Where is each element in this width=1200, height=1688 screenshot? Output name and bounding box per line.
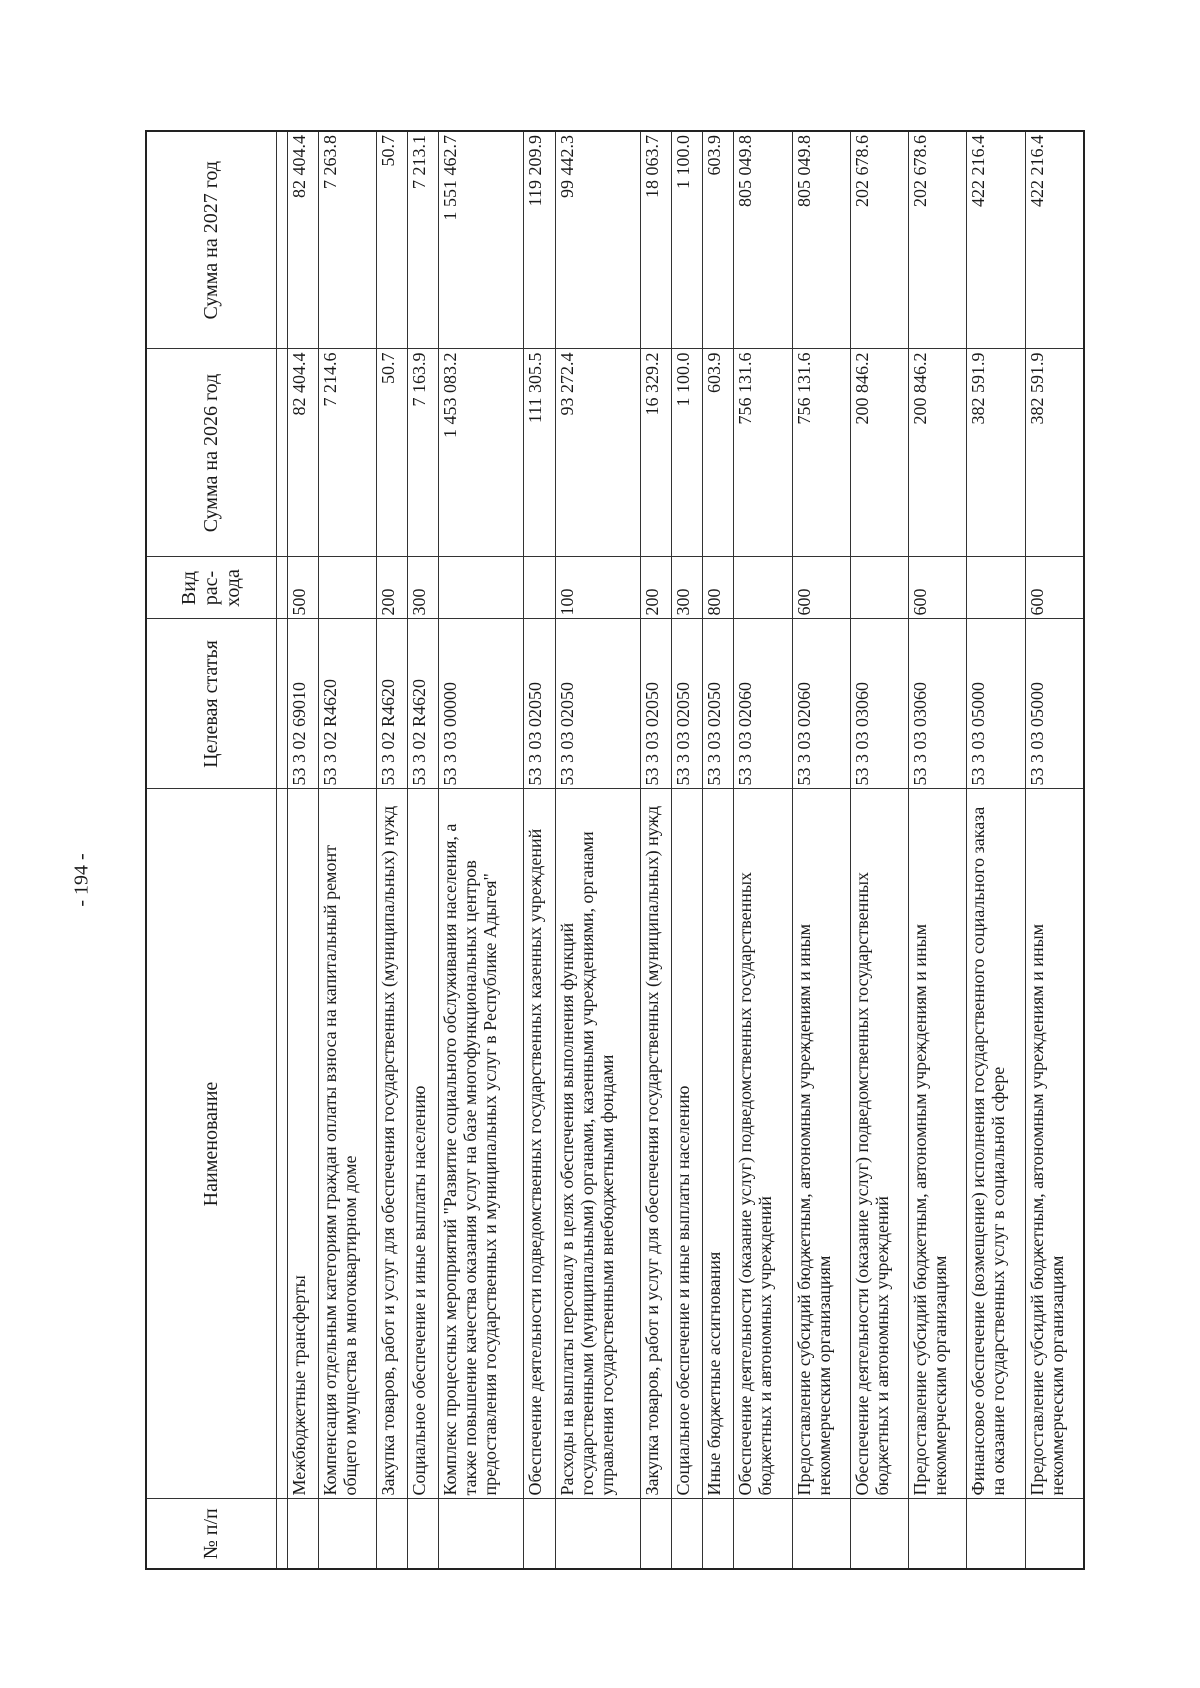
row-target: 53 3 02 R4620 [318, 619, 376, 789]
row-sum-2026: 382 591.9 [967, 349, 1025, 557]
row-kind: 600 [1025, 557, 1084, 619]
row-sum-2026: 16 329.2 [640, 349, 671, 557]
header-sum-2027: Сумма на 2027 год [146, 131, 276, 349]
row-sum-2026: 1 453 083.2 [439, 349, 524, 557]
row-kind [318, 557, 376, 619]
row-name: Закупка товаров, работ и услуг для обеспечения государственных (муниципальных) нужд [376, 789, 407, 1499]
header-num: № п/п [146, 1499, 276, 1569]
row-name: Расходы на выплаты персоналу в целях обеспечения выполнения функций государственными (муниципальными) органами, казенными учреждениями, органами управления государственными внебюджетными фондами [555, 789, 640, 1499]
row-name: Компенсация отдельным категориям граждан оплаты взноса на капитальный ремонт общего имущества в многоквартирном доме [318, 789, 376, 1499]
row-sum-2026: 50.7 [376, 349, 407, 557]
table-row [1025, 131, 1084, 1569]
row-sum-2026: 7 214.6 [318, 349, 376, 557]
row-name: Социальное обеспечение и иные выплаты населению [408, 789, 439, 1499]
row-sum-2027: 18 063.7 [640, 131, 671, 349]
table-row [408, 131, 439, 1569]
header-kind: Вид рас-хода [146, 557, 276, 619]
row-sum-2027: 7 263.8 [318, 131, 376, 349]
row-sum-2026: 7 163.9 [408, 349, 439, 557]
row-target: 53 3 03 03060 [850, 619, 908, 789]
row-target: 53 3 03 02060 [734, 619, 792, 789]
row-sum-2026: 200 846.2 [909, 349, 967, 557]
row-sum-2027: 1 551 462.7 [439, 131, 524, 349]
table-row [376, 131, 407, 1569]
row-target: 53 3 03 02050 [640, 619, 671, 789]
row-num [408, 1499, 439, 1569]
row-sum-2026: 382 591.9 [1025, 349, 1084, 557]
row-num [909, 1499, 967, 1569]
row-sum-2026: 200 846.2 [850, 349, 908, 557]
row-sum-2027: 422 216.4 [1025, 131, 1084, 349]
row-sum-2026: 756 131.6 [734, 349, 792, 557]
row-sum-2027: 7 213.1 [408, 131, 439, 349]
row-sum-2027: 99 442.3 [555, 131, 640, 349]
row-num [555, 1499, 640, 1569]
table-row [850, 131, 908, 1569]
budget-table-container [145, 132, 1085, 1570]
row-name: Предоставление субсидий бюджетным, автономным учреждениям и иным некоммерческим организациям [909, 789, 967, 1499]
table-row [318, 131, 376, 1569]
row-name: Обеспечение деятельности (оказание услуг) подведомственных государственных бюджетных и автономных учреждений [734, 789, 792, 1499]
row-kind: 500 [287, 557, 318, 619]
row-num [318, 1499, 376, 1569]
page-number: - 194 - [70, 853, 93, 907]
row-name: Обеспечение деятельности подведомственных государственных казенных учреждений [524, 789, 555, 1499]
row-kind: 600 [909, 557, 967, 619]
row-kind: 200 [376, 557, 407, 619]
row-kind [967, 557, 1025, 619]
row-name: Социальное обеспечение и иные выплаты населению [672, 789, 703, 1499]
table-row [703, 131, 734, 1569]
header-target: Целевая статья [146, 619, 276, 789]
row-name: Финансовое обеспечение (возмещение) исполнения государственного социального заказа на оказание государственных услуг в социальной сфере [967, 789, 1025, 1499]
row-target: 53 3 03 05000 [967, 619, 1025, 789]
header-name: Наименование [146, 789, 276, 1499]
row-sum-2026: 82 404.4 [287, 349, 318, 557]
row-target: 53 3 03 00000 [439, 619, 524, 789]
row-kind: 600 [792, 557, 850, 619]
row-target: 53 3 02 R4620 [376, 619, 407, 789]
row-kind: 300 [672, 557, 703, 619]
row-target: 53 3 03 03060 [909, 619, 967, 789]
row-sum-2027: 119 209.9 [524, 131, 555, 349]
row-kind [439, 557, 524, 619]
row-target: 53 3 02 69010 [287, 619, 318, 789]
table-row [555, 131, 640, 1569]
row-target: 53 3 03 05000 [1025, 619, 1084, 789]
row-sum-2027: 50.7 [376, 131, 407, 349]
row-num [376, 1499, 407, 1569]
row-sum-2027: 422 216.4 [967, 131, 1025, 349]
row-target: 53 3 03 02050 [524, 619, 555, 789]
row-num [524, 1499, 555, 1569]
table-row [287, 131, 318, 1569]
row-name: Предоставление субсидий бюджетным, автономным учреждениям и иным некоммерческим организациям [792, 789, 850, 1499]
table-row [967, 131, 1025, 1569]
row-name: Межбюджетные трансферты [287, 789, 318, 1499]
row-name: Закупка товаров, работ и услуг для обеспечения государственных (муниципальных) нужд [640, 789, 671, 1499]
row-num [287, 1499, 318, 1569]
row-sum-2027: 805 049.8 [734, 131, 792, 349]
row-name: Иные бюджетные ассигнования [703, 789, 734, 1499]
row-sum-2026: 1 100.0 [672, 349, 703, 557]
table-row [734, 131, 792, 1569]
row-sum-2027: 1 100.0 [672, 131, 703, 349]
row-num [967, 1499, 1025, 1569]
table-row [792, 131, 850, 1569]
row-sum-2026: 603.9 [703, 349, 734, 557]
row-sum-2027: 805 049.8 [792, 131, 850, 349]
row-target: 53 3 03 02050 [555, 619, 640, 789]
budget-table [145, 130, 1085, 1570]
row-target: 53 3 03 02050 [672, 619, 703, 789]
row-num [640, 1499, 671, 1569]
row-num [703, 1499, 734, 1569]
table-row [672, 131, 703, 1569]
row-sum-2026: 111 305.5 [524, 349, 555, 557]
row-name: Предоставление субсидий бюджетным, автономным учреждениям и иным некоммерческим организациям [1025, 789, 1084, 1499]
row-sum-2027: 603.9 [703, 131, 734, 349]
row-sum-2027: 82 404.4 [287, 131, 318, 349]
row-kind: 800 [703, 557, 734, 619]
header-sum-2026: Сумма на 2026 год [146, 349, 276, 557]
row-num [439, 1499, 524, 1569]
table-row [524, 131, 555, 1569]
row-num [672, 1499, 703, 1569]
row-target: 53 3 02 R4620 [408, 619, 439, 789]
row-target: 53 3 03 02060 [792, 619, 850, 789]
row-num [734, 1499, 792, 1569]
row-kind: 100 [555, 557, 640, 619]
row-num [1025, 1499, 1084, 1569]
row-kind [850, 557, 908, 619]
row-name: Комплекс процессных мероприятий "Развитие социального обслуживания населения, а также повышение качества оказания услуг на базе многофункциональных центров предоставления государственных и муниципальных услуг в Республике Адыгея" [439, 789, 524, 1499]
row-kind [734, 557, 792, 619]
row-sum-2027: 202 678.6 [850, 131, 908, 349]
table-row [640, 131, 671, 1569]
row-sum-2026: 756 131.6 [792, 349, 850, 557]
table-row [439, 131, 524, 1569]
row-name: Обеспечение деятельности (оказание услуг) подведомственных государственных бюджетных и автономных учреждений [850, 789, 908, 1499]
row-kind: 300 [408, 557, 439, 619]
row-sum-2027: 202 678.6 [909, 131, 967, 349]
header-spacer-row [276, 131, 287, 1569]
table-row [909, 131, 967, 1569]
row-target: 53 3 03 02050 [703, 619, 734, 789]
row-kind [524, 557, 555, 619]
row-num [792, 1499, 850, 1569]
row-sum-2026: 93 272.4 [555, 349, 640, 557]
row-num [850, 1499, 908, 1569]
row-kind: 200 [640, 557, 671, 619]
